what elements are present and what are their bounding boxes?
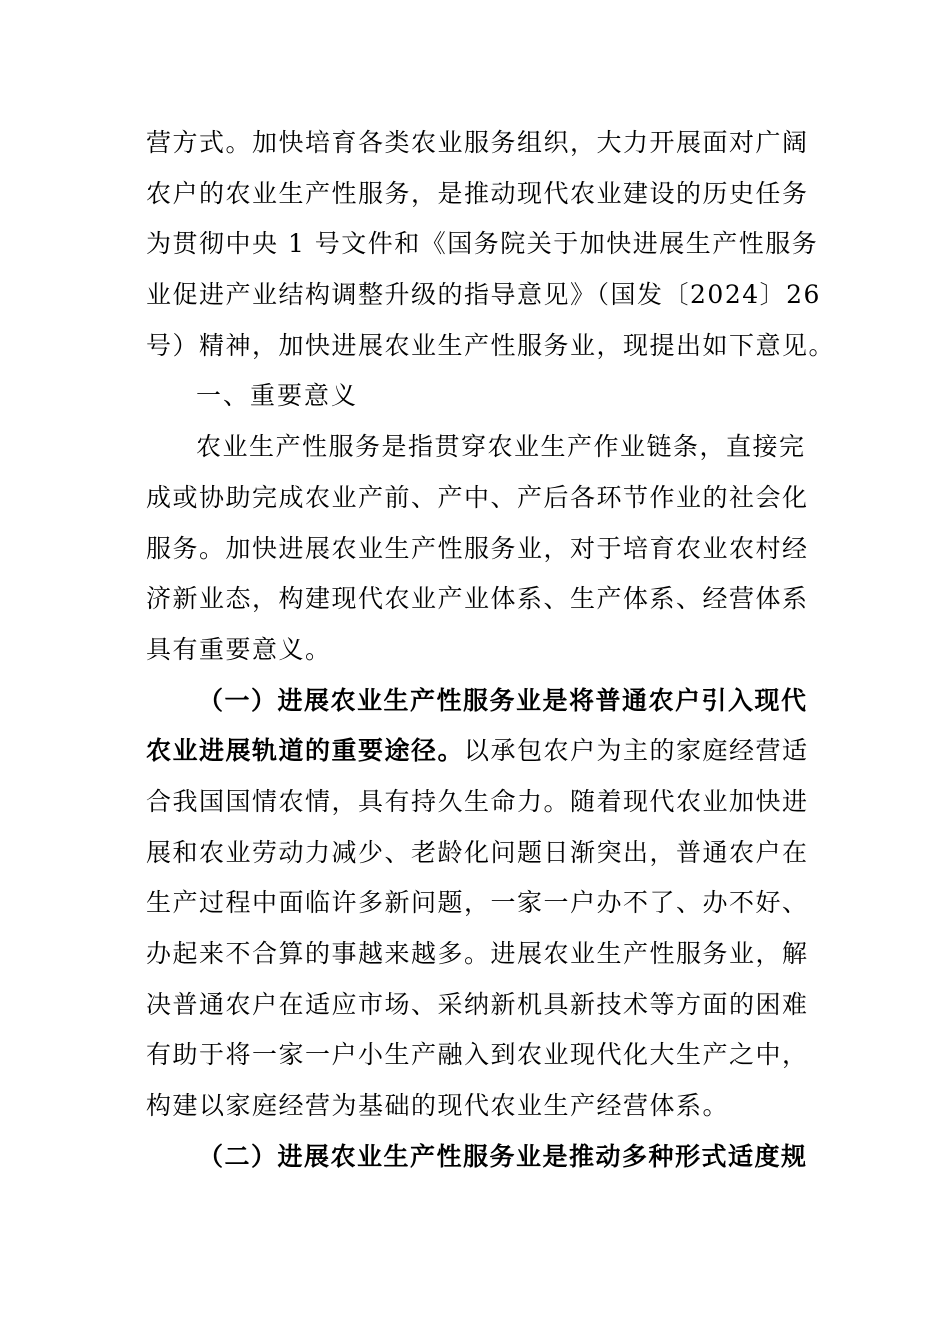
paragraph-line: 生产过程中面临许多新问题，一家一户办不了、办不好、 <box>146 888 809 917</box>
paragraph-line: 号）精神，加快进展农业生产性服务业，现提出如下意见。 <box>146 331 836 360</box>
paragraph-line: 合我国国情农情，具有持久生命力。随着现代农业加快进 <box>146 787 809 816</box>
section-heading: 一、重要意义 <box>196 381 359 410</box>
paragraph-line: 营方式。加快培育各类农业服务组织，大力开展面对广阔 <box>146 128 809 157</box>
paragraph-line: 农户的农业生产性服务，是推动现代农业建设的历史任务 <box>146 179 809 208</box>
paragraph-line: 成或协助完成农业产前、产中、产后各环节作业的社会化 <box>146 483 809 512</box>
paragraph-line: 服务。加快进展农业生产性服务业，对于培育农业农村经 <box>146 534 809 563</box>
paragraph-line: 有助于将一家一户小生产融入到农业现代化大生产之中， <box>146 1040 809 1069</box>
subheading-continuation: 农业进展轨道的重要途径。 <box>146 736 465 765</box>
subheading-line: （二）进展农业生产性服务业是推动多种形式适度规 <box>198 1142 808 1171</box>
paragraph-line: 济新业态，构建现代农业产业体系、生产体系、经营体系 <box>146 584 809 613</box>
paragraph-line: 展和农业劳动力减少、老龄化问题日渐突出，普通农户在 <box>146 838 809 867</box>
paragraph-line: 业促进产业结构调整升级的指导意见》（国发〔2024〕26 <box>146 280 821 309</box>
paragraph-line: 为贯彻中央 1 号文件和《国务院关于加快进展生产性服务 <box>146 229 819 258</box>
paragraph-line: 农业生产性服务是指贯穿农业生产作业链条，直接完 <box>196 432 806 461</box>
subheading-line: （一）进展农业生产性服务业是将普通农户引入现代 <box>198 686 808 715</box>
paragraph-line: 决普通农户在适应市场、采纳新机具新技术等方面的困难 <box>146 990 809 1019</box>
paragraph-line: 办起来不合算的事越来越多。进展农业生产性服务业，解 <box>146 939 809 968</box>
paragraph-line: 具有重要意义。 <box>146 635 332 664</box>
paragraph-line: 构建以家庭经营为基础的现代农业生产经营体系。 <box>146 1091 730 1120</box>
paragraph-line-mixed <box>146 736 809 766</box>
paragraph-text: 以承包农户为主的家庭经营适 <box>464 736 809 765</box>
